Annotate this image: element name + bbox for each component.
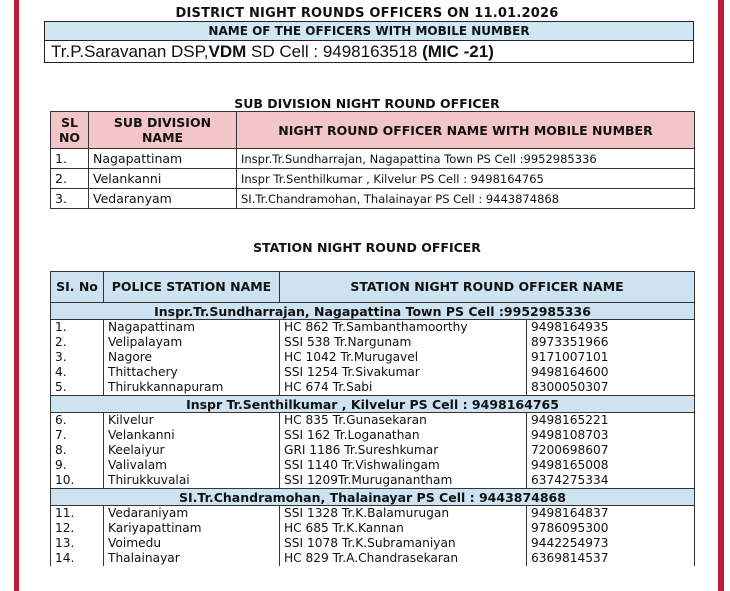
table-row <box>51 506 695 522</box>
station-cell: Thalainayar <box>104 551 280 566</box>
table-row <box>51 413 695 429</box>
sl-cell: 8. <box>51 443 104 458</box>
officer-cell: SSI 1209Tr.Muruganantham <box>280 473 527 489</box>
group-heading-row <box>51 303 695 320</box>
phone-cell: 9171007101 <box>527 350 695 365</box>
sl-cell: 3. <box>51 350 104 365</box>
table-row <box>51 365 695 380</box>
officer-cell: Inspr Tr.Senthilkumar , Kilvelur PS Cell : 9498164765 <box>237 169 695 189</box>
officer-cell: HC 862 Tr.Sambanthamoorthy <box>280 320 527 336</box>
sl-cell: 14. <box>51 551 104 566</box>
sl-cell: 1. <box>51 320 104 336</box>
sub-division-cell: Velankanni <box>89 169 237 189</box>
sub-division-cell: Nagapattinam <box>89 149 237 169</box>
sub-division-header-row <box>51 112 695 149</box>
sl-cell: 3. <box>51 189 89 209</box>
document-title: DISTRICT NIGHT ROUNDS OFFICERS ON 11.01.2026 <box>175 6 559 21</box>
group-heading: Inspr Tr.Senthilkumar , Kilvelur PS Cell : 9498164765 <box>51 396 695 413</box>
phone-cell: 7200698607 <box>527 443 695 458</box>
column-header-officer: STATION NIGHT ROUND OFFICER NAME <box>280 272 695 303</box>
table-row <box>51 380 695 396</box>
station-cell: Kariyapattinam <box>104 521 280 536</box>
group-heading: Inspr.Tr.Sundharrajan, Nagapattina Town PS Cell :9952985336 <box>51 303 695 320</box>
table-row <box>51 536 695 551</box>
officer-cell: SI.Tr.Chandramohan, Thalainayar PS Cell : 9443874868 <box>237 189 695 209</box>
table-row <box>51 443 695 458</box>
sl-cell: 13. <box>51 536 104 551</box>
station-cell: Voimedu <box>104 536 280 551</box>
officer-code: (MIC -21) <box>422 42 494 61</box>
station-cell: Thirukkannapuram <box>104 380 280 396</box>
officer-cell: HC 829 Tr.A.Chandrasekaran <box>280 551 527 566</box>
phone-cell: 9442254973 <box>527 536 695 551</box>
phone-cell: 9498165221 <box>527 413 695 429</box>
column-header-officer: NIGHT ROUND OFFICER NAME WITH MOBILE NUMBER <box>237 112 695 149</box>
group-heading: SI.Tr.Chandramohan, Thalainayar PS Cell : 9443874868 <box>51 489 695 506</box>
table-row <box>51 149 695 169</box>
station-cell: Vedaraniyam <box>104 506 280 522</box>
officer-unit: VDM <box>208 42 247 61</box>
group-heading-row <box>51 489 695 506</box>
sl-cell: 7. <box>51 428 104 443</box>
phone-cell: 8300050307 <box>527 380 695 396</box>
table-row <box>51 551 695 566</box>
officer-cell: SSI 1254 Tr.Sivakumar <box>280 365 527 380</box>
district-officer-box <box>44 21 694 63</box>
station-cell: Keelaiyur <box>104 443 280 458</box>
column-header-sl: SI. No <box>51 272 104 303</box>
sl-cell: 4. <box>51 365 104 380</box>
officer-box-heading: NAME OF THE OFFICERS WITH MOBILE NUMBER <box>45 22 693 41</box>
officer-cell: SSI 162 Tr.Loganathan <box>280 428 527 443</box>
phone-cell: 9498164600 <box>527 365 695 380</box>
officer-cell: SSI 1328 Tr.K.Balamurugan <box>280 506 527 522</box>
officer-cell: GRI 1186 Tr.Sureshkumar <box>280 443 527 458</box>
officer-cell: HC 674 Tr.Sabi <box>280 380 527 396</box>
table-row <box>51 320 695 336</box>
officer-cell: HC 835 Tr.Gunasekaran <box>280 413 527 429</box>
sub-division-table <box>50 111 695 209</box>
station-title: STATION NIGHT ROUND OFFICER <box>253 240 481 255</box>
officer-cell: SSI 1078 Tr.K.Subramaniyan <box>280 536 527 551</box>
station-cell: Thittachery <box>104 365 280 380</box>
column-header-station: POLICE STATION NAME <box>104 272 280 303</box>
sub-division-title: SUB DIVISION NIGHT ROUND OFFICER <box>234 96 500 111</box>
station-table <box>50 271 695 566</box>
sub-division-cell: Vedaranyam <box>89 189 237 209</box>
left-border <box>0 0 22 591</box>
sl-cell: 5. <box>51 380 104 396</box>
sl-cell: 2. <box>51 335 104 350</box>
sl-cell: 9. <box>51 458 104 473</box>
district-officer-line <box>45 41 693 63</box>
sl-cell: 6. <box>51 413 104 429</box>
table-row <box>51 473 695 489</box>
station-header-row <box>51 272 695 303</box>
sl-cell: 11. <box>51 506 104 522</box>
phone-cell: 8973351966 <box>527 335 695 350</box>
officer-cell: Inspr.Tr.Sundharrajan, Nagapattina Town PS Cell :9952985336 <box>237 149 695 169</box>
phone-cell: 9498164837 <box>527 506 695 522</box>
station-cell: Valivalam <box>104 458 280 473</box>
station-cell: Velipalayam <box>104 335 280 350</box>
table-row <box>51 189 695 209</box>
officer-name: Tr.P.Saravanan DSP, <box>51 42 209 61</box>
station-cell: Kilvelur <box>104 413 280 429</box>
sl-cell: 12. <box>51 521 104 536</box>
sl-cell: 1. <box>51 149 89 169</box>
table-row <box>51 521 695 536</box>
officer-cell: HC 685 Tr.K.Kannan <box>280 521 527 536</box>
table-row <box>51 458 695 473</box>
group-heading-row <box>51 396 695 413</box>
officer-cell: SSI 1140 Tr.Vishwalingam <box>280 458 527 473</box>
phone-cell: 6369814537 <box>527 551 695 566</box>
station-cell: Velankanni <box>104 428 280 443</box>
right-border <box>716 0 730 591</box>
station-cell: Thirukkuvalai <box>104 473 280 489</box>
sl-cell: 2. <box>51 169 89 189</box>
station-cell: Nagore <box>104 350 280 365</box>
table-row <box>51 428 695 443</box>
station-cell: Nagapattinam <box>104 320 280 336</box>
phone-cell: 9498164935 <box>527 320 695 336</box>
phone-cell: 9498165008 <box>527 458 695 473</box>
phone-cell: 9786095300 <box>527 521 695 536</box>
phone-cell: 6374275334 <box>527 473 695 489</box>
officer-cell: SD Cell : 9498163518 <box>246 42 423 61</box>
column-header-sub-division: SUB DIVISION NAME <box>89 112 237 149</box>
table-row <box>51 335 695 350</box>
phone-cell: 9498108703 <box>527 428 695 443</box>
table-row <box>51 350 695 365</box>
column-header-sl: SL NO <box>51 112 89 149</box>
officer-cell: SSI 538 Tr.Nargunam <box>280 335 527 350</box>
table-row <box>51 169 695 189</box>
officer-cell: HC 1042 Tr.Murugavel <box>280 350 527 365</box>
sl-cell: 10. <box>51 473 104 489</box>
